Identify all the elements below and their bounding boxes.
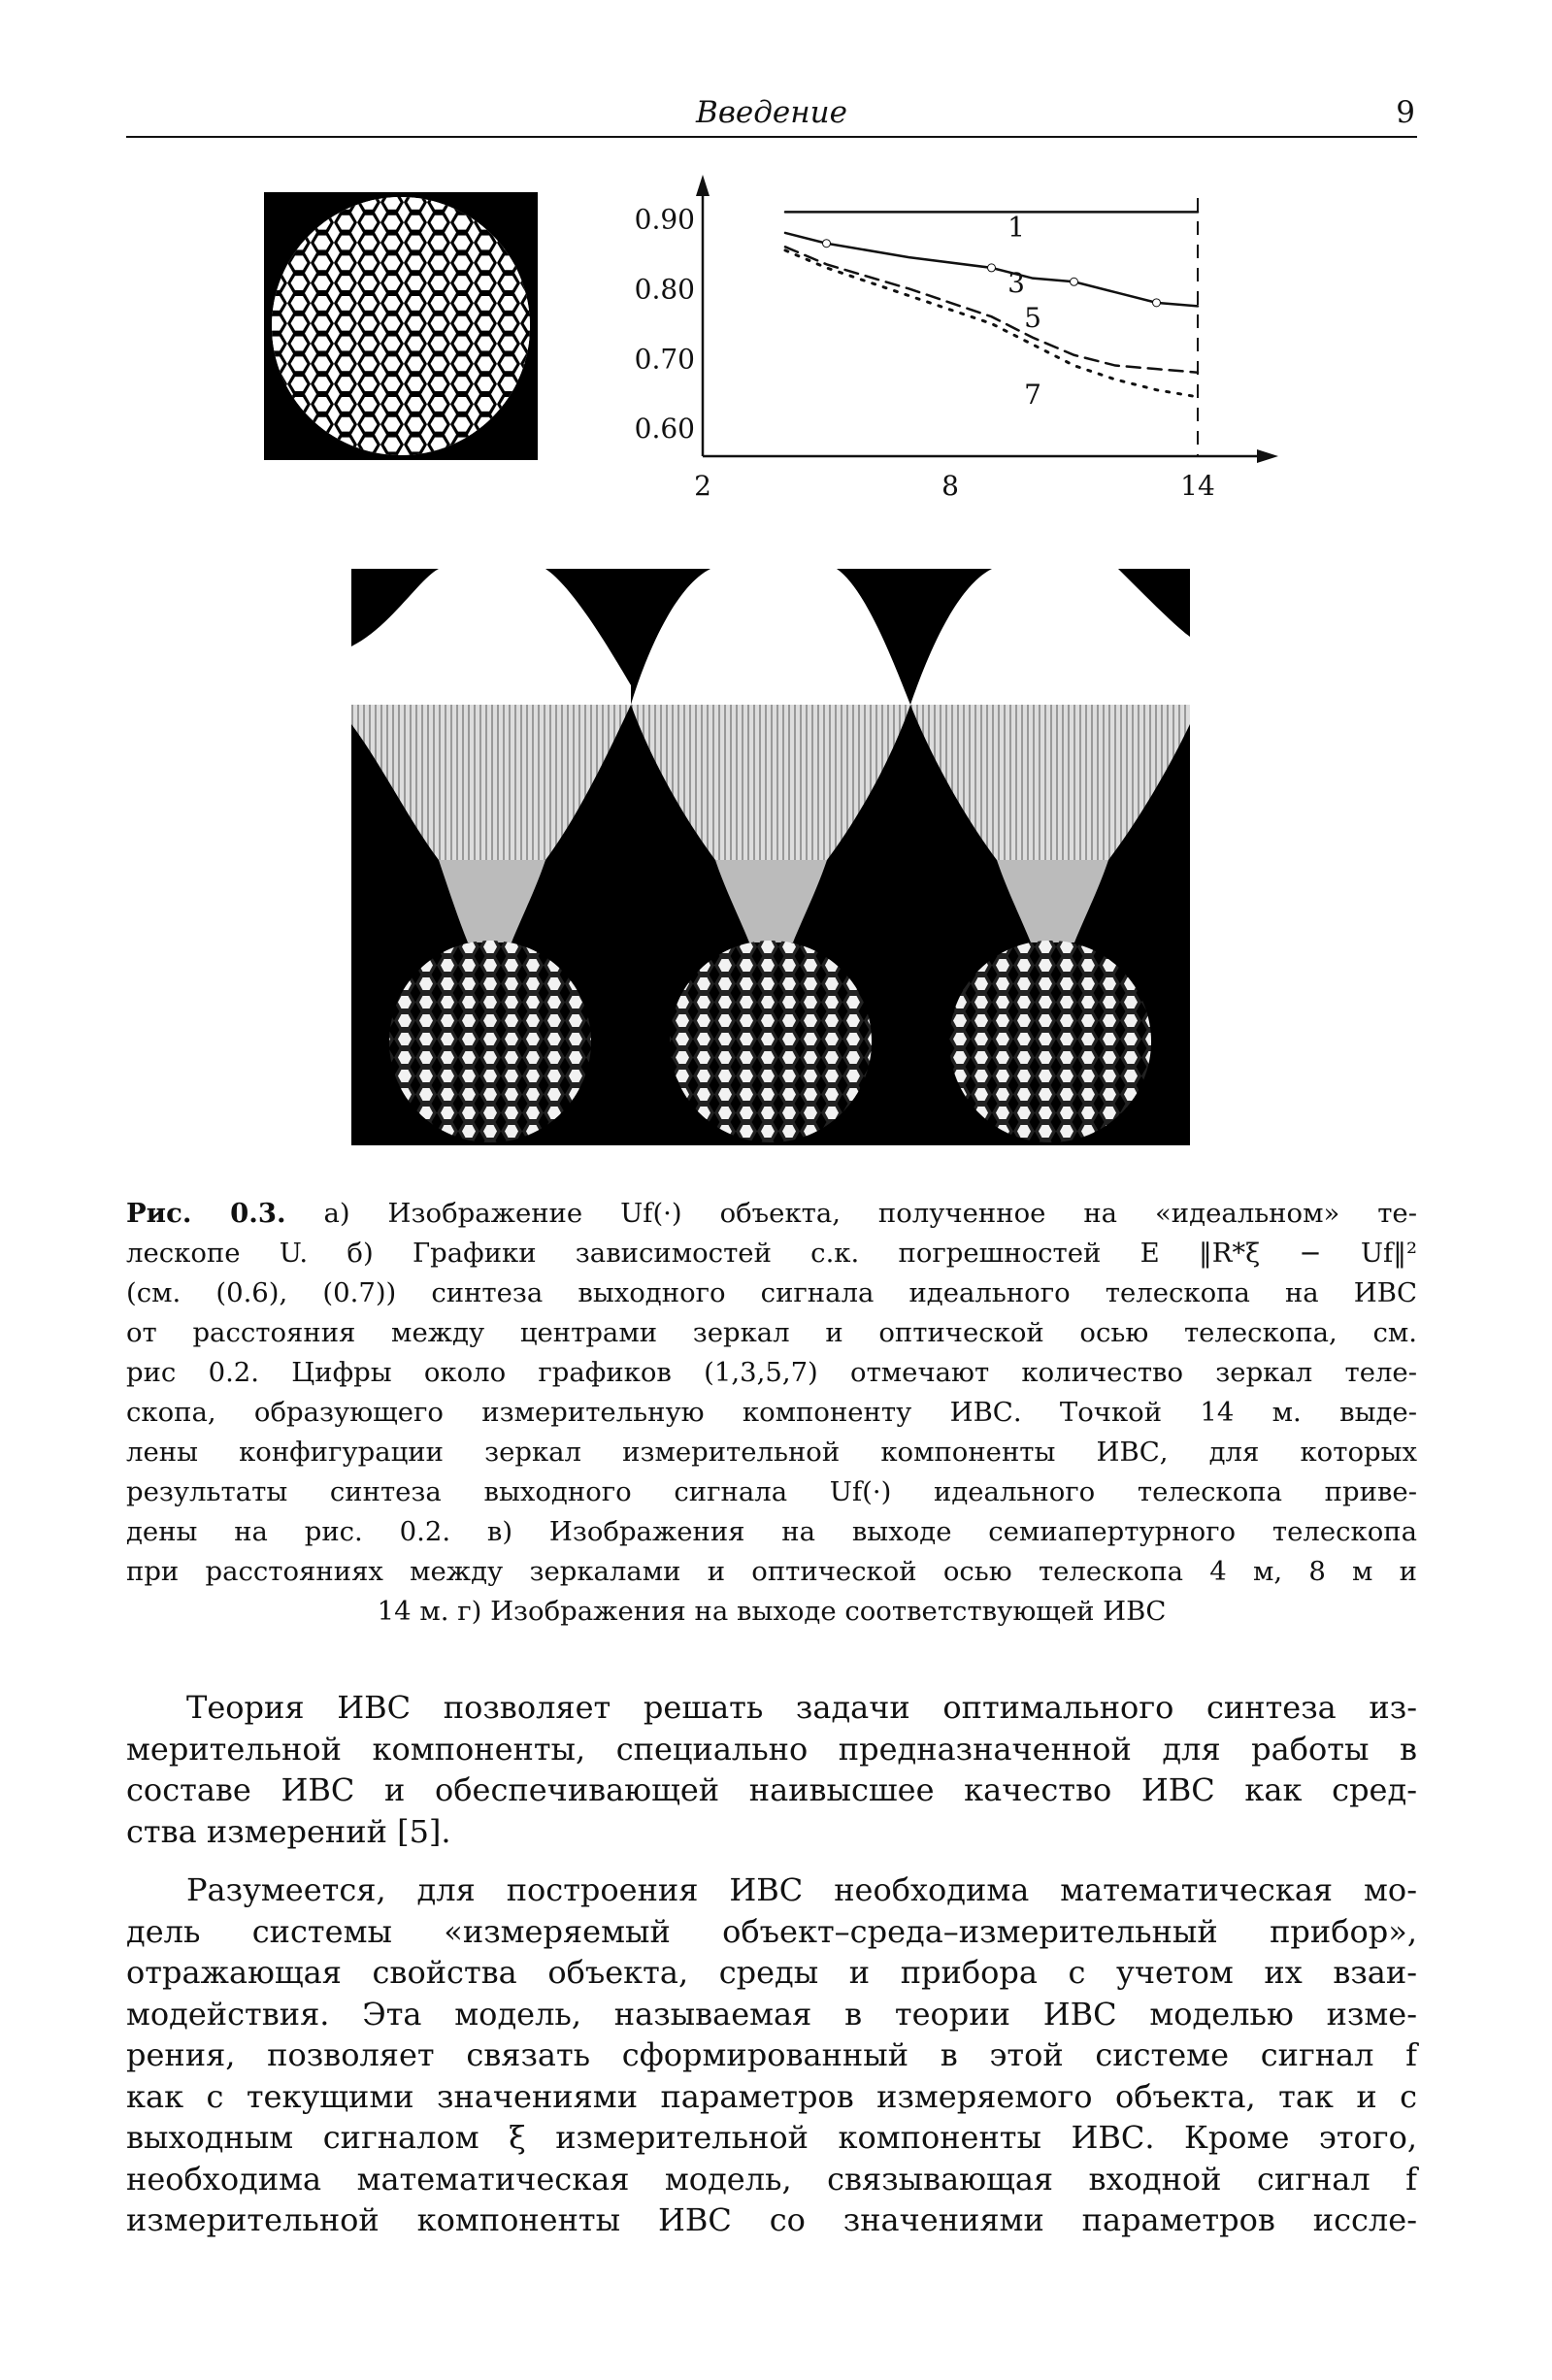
text-line: мерительной компоненты, специально предназначенной для работы в	[126, 1730, 1417, 1768]
paragraph-2	[126, 1869, 1417, 2241]
x-tick-label: 14	[1180, 470, 1215, 502]
text-line: модействия. Эта модель, называемая в теории ИВС моделью изме-	[126, 1995, 1417, 2033]
caption-line: Рис. 0.3. а) Изображение Uf(·) объекта, полученное на «идеальном» те-	[126, 1198, 1417, 1229]
caption-line: результаты синтеза выходного сигнала Uf(·) идеального телескопа приве-	[126, 1476, 1417, 1507]
text-line: необходима математическая модель, связывающая входной сигнал f	[126, 2160, 1417, 2198]
y-tick-label: 0.90	[634, 203, 695, 236]
caption-line: лены конфигурации зеркал измерительной компоненты ИВС, для которых	[126, 1437, 1417, 1468]
caption-line: при расстояниях между зеркалами и оптической осью телескопа 4 м, 8 м и	[126, 1556, 1417, 1587]
error-chart	[592, 175, 1291, 505]
telescope-images	[351, 569, 1190, 1145]
text-line: как с текущими значениями параметров измеряемого объекта, так и с	[126, 2077, 1417, 2115]
text-line: дель системы «измеряемый объект–среда–измерительный прибор»,	[126, 1912, 1417, 1950]
figure-a-ideal-telescope-image	[264, 192, 538, 460]
page-number: 9	[1396, 95, 1415, 130]
text-line: Теория ИВС позволяет решать задачи оптимального синтеза из-	[186, 1689, 1417, 1726]
running-header	[126, 93, 1417, 138]
caption-line: скопа, образующего измерительную компоненту ИВС. Точкой 14 м. выде-	[126, 1397, 1417, 1428]
figure-cd-telescope-and-ivs-images	[351, 569, 1190, 1145]
text-line: отражающая свойства объекта, среды и прибора с учетом их взаи-	[126, 1954, 1417, 1991]
text-line: рения, позволяет связать сформированный в этой системе сигнал f	[126, 2036, 1417, 2073]
series-point-3	[988, 264, 996, 272]
x-tick-label: 2	[694, 470, 711, 502]
ivs-output-row	[380, 938, 1165, 1145]
caption-line: (см. (0.6), (0.7)) синтеза выходного сигнала идеального телескопа на ИВС	[126, 1277, 1417, 1308]
series-line-7	[785, 250, 1198, 397]
text-line: Разумеется, для построения ИВС необходима математическая мо-	[186, 1871, 1417, 1908]
text-line: составе ИВС и обеспечивающей наивысшее качество ИВС как сред-	[126, 1771, 1417, 1808]
paragraph-1	[126, 1687, 1417, 1852]
curve-label-1: 1	[1007, 211, 1025, 244]
x-axis-arrow	[1257, 449, 1278, 463]
x-tick-label: 8	[941, 470, 959, 502]
text-line: измерительной компоненты ИВС со значениями параметров иссле-	[126, 2201, 1417, 2238]
y-axis-arrow	[696, 175, 710, 196]
caption-line: лескопе U. б) Графики зависимостей с.к. погрешностей E ‖R*ξ − Uf‖²	[126, 1238, 1417, 1269]
y-tick-label: 0.80	[634, 273, 695, 306]
curve-label-7: 7	[1024, 379, 1041, 412]
text-line: выходным сигналом ξ измерительной компоненты ИВС. Кроме этого,	[126, 2119, 1417, 2156]
curve-label-3: 3	[1007, 267, 1025, 300]
caption-line: от расстояния между центрами зеркал и оптической осью телескопа, см.	[126, 1317, 1417, 1348]
caption-label: Рис. 0.3.	[126, 1198, 286, 1229]
y-tick-label: 0.60	[634, 413, 695, 446]
hex-mirror-image	[264, 192, 538, 460]
series-point-3	[823, 240, 831, 248]
telescope-output-row	[351, 569, 1190, 942]
running-title: Введение	[696, 95, 847, 130]
figure-b-error-chart	[592, 175, 1291, 505]
text-line: ства измерений [5].	[126, 1812, 451, 1850]
caption-line: 14 м. г) Изображения на выходе соответствующей ИВС	[377, 1596, 1167, 1627]
body-text	[126, 1687, 1417, 2241]
series-point-3	[1153, 299, 1161, 307]
curve-label-5: 5	[1024, 302, 1041, 334]
caption-line: дены на рис. 0.2. в) Изображения на выходе семиапертурного телескопа	[126, 1516, 1417, 1547]
y-tick-label: 0.70	[634, 343, 695, 376]
series-point-3	[1071, 278, 1078, 285]
caption-line: рис 0.2. Цифры около графиков (1,3,5,7) отмечают количество зеркал теле-	[126, 1357, 1417, 1388]
figure-caption	[126, 1194, 1417, 1632]
